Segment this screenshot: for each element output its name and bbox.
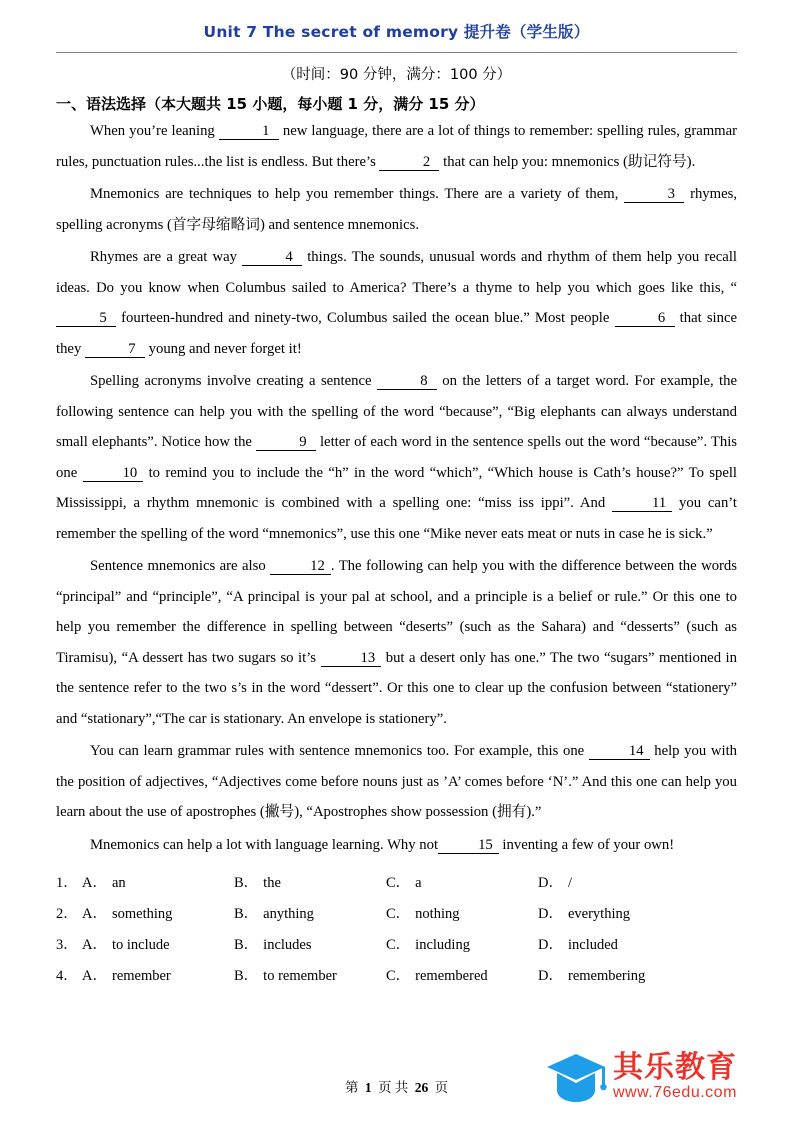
answer-blank-5[interactable]: 5	[56, 310, 116, 327]
option-text: everything	[567, 906, 630, 922]
option-label: C．	[386, 875, 411, 891]
question-number: 3．	[56, 937, 78, 953]
option-label: A．	[82, 875, 107, 891]
passage-paragraph	[56, 366, 737, 549]
question-option[interactable]	[386, 961, 538, 992]
passage-text: that since they	[56, 310, 738, 357]
answer-blank-15[interactable]: 15	[438, 837, 499, 854]
passage-text: . The following can help you with the difference between the words “principal” and “principle”, “A principal is your pal at school, and a principle is a belief or rule.” Or this one to help you remember the difference in spelling between “deserts” (such as the Sahara) and “desserts” (such as Tiramisu), “A dessert has two sugars so it’s	[56, 558, 737, 666]
logo-text	[613, 1052, 737, 1102]
question-option[interactable]	[386, 899, 538, 930]
footer-total-pages: 26	[414, 1080, 429, 1095]
passage-text: Spelling acronyms involve creating a sentence	[90, 373, 377, 389]
question-option[interactable]	[386, 868, 538, 899]
answer-blank-2[interactable]: 2	[379, 154, 439, 171]
passage-text: to remind you to include the “h” in the word “which”, “Which house is Cath’s house?” To spell Mississippi, a rhythm mnemonic is combined with a spelling one: “miss iss ippi”. And	[56, 464, 737, 511]
answer-blank-6[interactable]: 6	[615, 310, 675, 327]
question-option[interactable]	[82, 930, 234, 961]
answer-blank-7[interactable]: 7	[85, 341, 145, 358]
question-option[interactable]	[234, 868, 386, 899]
option-text: remember	[111, 968, 171, 984]
exam-info: （时间：90 分钟，满分：100 分）	[281, 67, 512, 83]
logo-name: 其乐教育	[613, 1050, 737, 1085]
option-label: D．	[538, 906, 563, 922]
question-option[interactable]	[82, 868, 234, 899]
footer-prefix: 第	[344, 1080, 359, 1095]
passage-paragraph	[56, 179, 737, 240]
passage-text: but a desert only has one.” The two “sugars” mentioned in the sentence refer to the two s’s in the word “dessert”. Or this one to clear up the confusion between “stationery” and “stationary”,“The car is stationary. An envelope is stationery”.	[56, 649, 737, 727]
question-number: 2．	[56, 906, 78, 922]
passage-text: you can’t remember the spelling of the word “mnemonics”, use this one “Mike never eats meat or nuts in case he is sick.”	[56, 495, 737, 542]
passage-text: letter of each word in the sentence spells out the word “because”. This one	[56, 434, 737, 481]
answer-blank-1[interactable]: 1	[219, 123, 279, 140]
question-option[interactable]	[82, 899, 234, 930]
passage-text: When you’re leaning	[90, 123, 219, 139]
option-text: to include	[111, 937, 170, 953]
option-label: C．	[386, 937, 411, 953]
option-text: something	[111, 906, 173, 922]
passage-text: Mnemonics are techniques to help you remember things. There are a variety of them,	[90, 186, 625, 202]
answer-blank-13[interactable]: 13	[321, 650, 382, 667]
question-row	[56, 899, 737, 930]
passage-text: fourteen-hundred and ninety-two, Columbus sailed the ocean blue.” Most people	[116, 310, 615, 326]
answer-blank-11[interactable]: 11	[612, 495, 672, 512]
passage-text: You can learn grammar rules with sentence mnemonics too. For example, this one	[90, 743, 589, 759]
question-number: 4．	[56, 968, 78, 984]
option-label: A．	[82, 937, 107, 953]
answer-blank-8[interactable]: 8	[377, 373, 437, 390]
option-label: C．	[386, 968, 411, 984]
option-text: remembering	[567, 968, 646, 984]
footer-suffix: 页	[434, 1080, 449, 1095]
passage-text: things. The sounds, unusual words and rhythm of them help you recall ideas. Do you know when Columbus sailed to America? There’s a thyme to help you which goes like this, “	[56, 249, 737, 296]
option-text: including	[415, 937, 470, 953]
answer-blank-10[interactable]: 10	[83, 465, 144, 482]
option-label: A．	[82, 968, 107, 984]
question-option[interactable]	[82, 961, 234, 992]
passage-paragraph	[56, 242, 737, 364]
question-number: 1．	[56, 875, 78, 891]
option-label: A．	[82, 906, 107, 922]
section-heading: 一、语法选择（本大题共 15 小题，每小题 1 分，满分 15 分）	[56, 95, 485, 113]
passage-text: Sentence mnemonics are also	[90, 558, 271, 574]
option-text: /	[567, 875, 573, 891]
option-label: D．	[538, 937, 563, 953]
question-row	[56, 930, 737, 961]
option-text: includes	[263, 937, 312, 953]
logo-url: www.76edu.com	[613, 1084, 737, 1101]
answer-blank-12[interactable]: 12	[270, 558, 331, 575]
title-divider	[56, 52, 737, 53]
passage-paragraph	[56, 551, 737, 734]
question-row	[56, 961, 737, 992]
passage-text: Mnemonics can help a lot with language learning. Why not	[90, 836, 439, 853]
option-label: D．	[538, 875, 563, 891]
question-list	[56, 868, 737, 992]
graduation-cap-icon	[545, 1052, 607, 1104]
question-option[interactable]	[538, 868, 690, 899]
option-label: B．	[234, 968, 259, 984]
passage-paragraph	[56, 830, 737, 861]
question-option[interactable]	[234, 930, 386, 961]
passage-body	[56, 116, 737, 860]
passage-text: new language, there are a lot of things to remember: spelling rules, grammar rules, punctuation rules...the list is endless. But there’s	[56, 123, 737, 170]
site-logo	[545, 1052, 737, 1104]
page-title: Unit 7 The secret of memory 提升卷（学生版）	[203, 23, 590, 41]
answer-blank-4[interactable]: 4	[242, 249, 302, 266]
option-text: anything	[263, 906, 314, 922]
option-label: B．	[234, 875, 259, 891]
option-label: B．	[234, 937, 259, 953]
question-option[interactable]	[538, 899, 690, 930]
question-option[interactable]	[234, 961, 386, 992]
option-text: an	[111, 875, 126, 891]
option-text: remembered	[415, 968, 488, 984]
passage-text: Rhymes are a great way	[90, 249, 243, 265]
passage-text: young and never forget it!	[144, 340, 302, 357]
answer-blank-9[interactable]: 9	[256, 434, 316, 451]
question-row	[56, 868, 737, 899]
option-text: the	[263, 875, 281, 891]
question-option[interactable]	[386, 930, 538, 961]
passage-paragraph	[56, 116, 737, 177]
option-text: nothing	[415, 906, 460, 922]
option-text: included	[567, 937, 618, 953]
passage-text: on the letters of a target word. For example, the following sentence can help you with the spelling of the word “because”, “Big elephants can always understand small elephants”. Notice how the	[56, 373, 737, 450]
answer-blank-14[interactable]: 14	[589, 743, 650, 760]
question-option[interactable]	[538, 961, 690, 992]
option-text: a	[415, 875, 422, 891]
passage-paragraph	[56, 736, 737, 828]
option-text: to remember	[263, 968, 337, 984]
question-option[interactable]	[538, 930, 690, 961]
passage-text: inventing a few of your own!	[498, 836, 675, 853]
footer-middle: 页 共	[377, 1080, 409, 1095]
option-label: D．	[538, 968, 563, 984]
option-label: C．	[386, 906, 411, 922]
passage-text: rhymes, spelling acronyms (首字母缩略词) and sentence mnemonics.	[56, 186, 737, 233]
answer-blank-3[interactable]: 3	[624, 186, 684, 203]
passage-text: that can help you: mnemonics (助记符号).	[439, 153, 696, 170]
footer-page-number: 1	[364, 1080, 372, 1095]
option-label: B．	[234, 906, 259, 922]
question-option[interactable]	[234, 899, 386, 930]
passage-text: help you with the position of adjectives, “Adjectives come before nouns just as ’A’ comes before ‘N’.” And this one can help you learn about the use of apostrophes (撇号), “Apostrophes show possession (拥有).”	[56, 743, 737, 820]
